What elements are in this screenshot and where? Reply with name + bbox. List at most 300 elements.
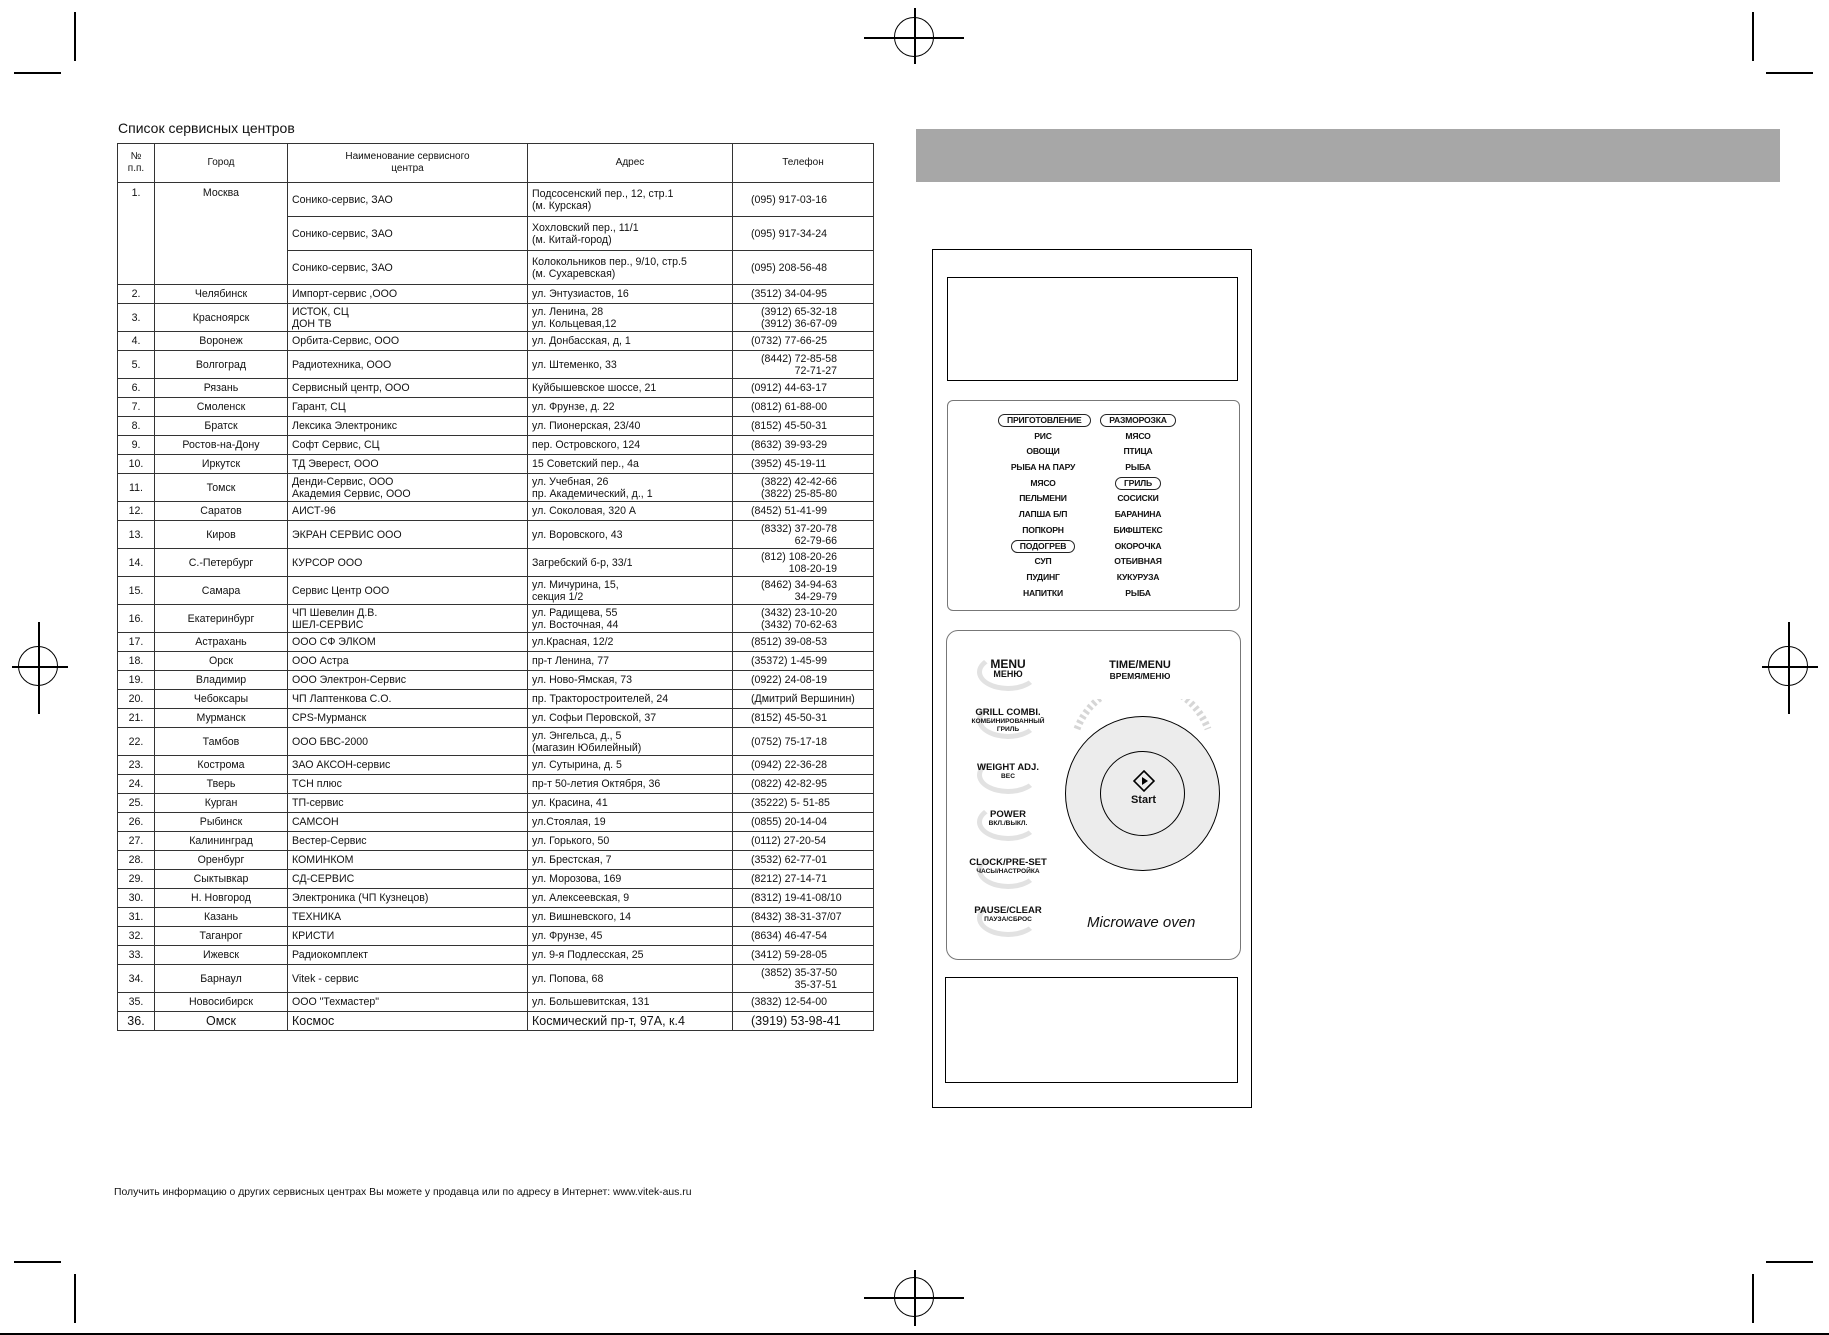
column-header-address: Адрес [528,144,733,183]
table-row [118,946,874,965]
info-window [945,977,1238,1083]
time-menu-label [1075,659,1205,681]
address-cell: ул. Штеменко, 33 [528,351,733,379]
row-number: 5. [118,351,155,379]
table-row [118,332,874,351]
city-cell: Таганрог [155,927,288,946]
menu-item [998,476,1088,492]
menu-item-label: НАПИТКИ [1023,587,1063,598]
menu-list-left [998,413,1088,601]
phone-cell: (8442) 72-85-58 72-71-27 [733,351,874,379]
table-row [118,927,874,946]
row-number: 6. [118,379,155,398]
menu-item-label: ПРИГОТОВЛЕНИЕ [998,414,1091,427]
phone-cell: (8634) 46-47-54 [733,927,874,946]
phone-cell: (3852) 35-37-50 35-37-51 [733,965,874,993]
menu-category-header [998,539,1088,555]
row-number: 28. [118,851,155,870]
column-header-phone: Телефон [733,144,874,183]
menu-item [998,586,1088,602]
row-number: 36. [118,1012,155,1031]
table-row [118,285,874,304]
menu-item-label: ЛАПША Б/П [1018,509,1068,520]
phone-cell: (3412) 59-28-05 [733,946,874,965]
menu-button-label: MENU [990,657,1026,671]
footer-note: Получить информацию о других сервисных центрах Вы можете у продавца или по адресу в Интернет: www.vitek-aus.ru [114,1187,692,1198]
address-cell: ул. Фрунзе, д. 22 [528,398,733,417]
city-cell: Оренбург [155,851,288,870]
table-row [118,304,874,332]
table-row [118,398,874,417]
phone-cell: (0912) 44-63-17 [733,379,874,398]
grill-combi-label: GRILL COMBI. [975,707,1041,718]
menu-item-label: РЫБА [1125,587,1151,598]
phone-cell: (Дмитрий Вершинин) [733,690,874,709]
crop-mark [14,72,61,74]
row-number: 14. [118,549,155,577]
row-number: 29. [118,870,155,889]
menu-item [1093,460,1183,476]
address-cell: ул. Софьи Перовской, 37 [528,709,733,728]
menu-item-label: РЫБА [1125,462,1151,473]
menu-item-label: БИФШТЕКС [1113,524,1163,535]
phone-cell: (8152) 45-50-31 [733,709,874,728]
service-centers-table [117,143,874,1031]
name-cell: CPS-Мурманск [288,709,528,728]
address-cell: ул. Учебная, 26 пр. Академический, д., 1 [528,474,733,502]
table-row [118,455,874,474]
menu-item [998,554,1088,570]
menu-item [1093,429,1183,445]
city-cell: Саратов [155,502,288,521]
phone-cell: (3832) 12-54-00 [733,993,874,1012]
power-label: POWER [990,809,1026,820]
name-cell: Софт Сервис, СЦ [288,436,528,455]
phone-cell: (8312) 19-41-08/10 [733,889,874,908]
menu-item [1093,554,1183,570]
table-row [118,633,874,652]
power-sublabel: ВКЛ./ВЫКЛ. [988,820,1028,827]
name-cell: ЭКРАН СЕРВИС ООО [288,521,528,549]
address-cell: ул. Соколовая, 320 А [528,502,733,521]
phone-cell: (3822) 42-42-66 (3822) 25-85-80 [733,474,874,502]
name-cell: ЧП Шевелин Д.В. ШЕЛ-СЕРВИС [288,605,528,633]
city-cell: Чебоксары [155,690,288,709]
table-row [118,183,874,217]
city-cell: Киров [155,521,288,549]
name-cell: КОМИНКОМ [288,851,528,870]
address-cell: ул.Красная, 12/2 [528,633,733,652]
address-cell: Колокольников пер., 9/10, стр.5 (м. Сухаревская) [528,251,733,285]
city-cell: С.-Петербург [155,549,288,577]
table-header-row [118,144,874,183]
name-cell: ЧП Лаптенкова С.О. [288,690,528,709]
menu-button-sublabel: МЕНЮ [993,669,1023,679]
weight-adj-label: WEIGHT ADJ. [977,762,1039,773]
table-row [118,775,874,794]
menu-item-label: ГРИЛЬ [1115,477,1161,490]
city-cell: Орск [155,652,288,671]
menu-item [1093,539,1183,555]
row-number: 22. [118,728,155,756]
city-cell: Курган [155,794,288,813]
crop-mark [1752,1274,1754,1323]
row-number: 4. [118,332,155,351]
column-header-name: Наименование сервисного центра [288,144,528,183]
name-cell: Vitek - сервис [288,965,528,993]
phone-cell: (0855) 20-14-04 [733,813,874,832]
name-cell: ТЕХНИКА [288,908,528,927]
menu-item-label: МЯСО [1125,430,1151,441]
city-cell: Барнаул [155,965,288,993]
address-cell: ул. Вишневского, 14 [528,908,733,927]
menu-item [998,444,1088,460]
row-number: 20. [118,690,155,709]
name-cell: КРИСТИ [288,927,528,946]
pause-clear-label: PAUSE/CLEAR [974,905,1042,916]
address-cell: 15 Советский пер., 4а [528,455,733,474]
pause-clear-button[interactable] [963,905,1053,924]
name-cell: ООО СФ ЭЛКОМ [288,633,528,652]
name-cell: Денди-Сервис, ООО Академия Сервис, ООО [288,474,528,502]
address-cell: ул. Мичурина, 15, секция 1/2 [528,577,733,605]
address-cell: пер. Островского, 124 [528,436,733,455]
weight-adj-sublabel: ВЕС [1001,773,1015,780]
menu-item [998,507,1088,523]
row-number: 32. [118,927,155,946]
name-cell: СД-СЕРВИС [288,870,528,889]
row-number: 33. [118,946,155,965]
city-cell: Новосибирск [155,993,288,1012]
clock-preset-button[interactable] [963,857,1053,876]
start-button[interactable] [1100,751,1185,836]
menu-item-label: ПОПКОРН [1022,524,1064,535]
address-cell: ул. Ново-Ямская, 73 [528,671,733,690]
clock-preset-label: CLOCK/PRE-SET [969,857,1047,868]
row-number: 34. [118,965,155,993]
menu-item-label: ПТИЦА [1123,446,1153,457]
name-cell: КУРСОР ООО [288,549,528,577]
row-number: 2. [118,285,155,304]
phone-cell: (812) 108-20-26 108-20-19 [733,549,874,577]
city-cell: Ростов-на-Дону [155,436,288,455]
city-cell: Волгоград [155,351,288,379]
city-cell: Братск [155,417,288,436]
name-cell: Орбита-Сервис, ООО [288,332,528,351]
address-cell: Загребский б-р, 33/1 [528,549,733,577]
name-cell: ИСТОК, СЦ ДОН ТВ [288,304,528,332]
name-cell: Космос [288,1012,528,1031]
phone-cell: (3512) 34-04-95 [733,285,874,304]
power-button[interactable] [963,809,1053,828]
menu-item-label: СОСИСКИ [1117,493,1159,504]
row-number: 24. [118,775,155,794]
city-cell: Мурманск [155,709,288,728]
weight-adj-button[interactable] [963,762,1053,781]
address-cell: ул. Фрунзе, 45 [528,927,733,946]
menu-item-label: ПЕЛЬМЕНИ [1019,493,1067,504]
address-cell: ул. 9-я Подлесская, 25 [528,946,733,965]
row-number: 25. [118,794,155,813]
table-row [118,832,874,851]
table-row [118,652,874,671]
menu-item [1093,586,1183,602]
city-cell: Рязань [155,379,288,398]
menu-item-label: ПОДОГРЕВ [1011,540,1076,553]
address-cell: ул. Воровского, 43 [528,521,733,549]
phone-cell: (35372) 1-45-99 [733,652,874,671]
name-cell: Импорт-сервис ,ООО [288,285,528,304]
address-cell: ул. Сутырина, д. 5 [528,756,733,775]
name-cell: ТД Эверест, ООО [288,455,528,474]
address-cell: пр. Тракторостроителей, 24 [528,690,733,709]
city-cell: Смоленск [155,398,288,417]
address-cell: ул. Энгельса, д., 5 (магазин Юбилейный) [528,728,733,756]
name-cell: Радиотехника, ООО [288,351,528,379]
phone-cell: (3919) 53-98-41 [733,1012,874,1031]
crop-mark [0,1333,1829,1335]
crop-mark [1766,1261,1813,1263]
row-number: 1. [118,183,155,285]
address-cell: ул. Большевитская, 131 [528,993,733,1012]
menu-item-label: МЯСО [1030,477,1056,488]
phone-cell: (8212) 27-14-71 [733,870,874,889]
table-row [118,756,874,775]
menu-item [998,460,1088,476]
name-cell: Сонико-сервис, ЗАО [288,217,528,251]
menu-category-header [1093,476,1183,492]
table-row [118,690,874,709]
city-cell: Воронеж [155,332,288,351]
address-cell: ул. Красина, 41 [528,794,733,813]
menu-item [1093,444,1183,460]
address-cell: ул.Стоялая, 19 [528,813,733,832]
crop-mark [74,12,76,61]
brand-label: Microwave oven [1087,914,1196,931]
time-menu-title: TIME/MENU [1109,659,1171,671]
table-row [118,908,874,927]
city-cell: Владимир [155,671,288,690]
phone-cell: (0812) 61-88-00 [733,398,874,417]
row-number: 12. [118,502,155,521]
table-row [118,794,874,813]
table-row [118,728,874,756]
name-cell: ТП-сервис [288,794,528,813]
row-number: 10. [118,455,155,474]
table-row [118,851,874,870]
table-row [118,417,874,436]
city-cell: Томск [155,474,288,502]
city-cell: Москва [155,183,288,285]
menu-item-label: РИС [1034,430,1052,441]
city-cell: Калининград [155,832,288,851]
crop-mark [1752,12,1754,61]
phone-cell: (0942) 22-36-28 [733,756,874,775]
phone-cell: (3532) 62-77-01 [733,851,874,870]
phone-cell: (095) 208-56-48 [733,251,874,285]
phone-cell: (095) 917-34-24 [733,217,874,251]
address-cell: ул. Донбасская, д, 1 [528,332,733,351]
pause-clear-sublabel: ПАУЗА/СБРОС [984,916,1032,923]
menu-item [998,491,1088,507]
table-row [118,577,874,605]
phone-cell: (8462) 34-94-63 34-29-79 [733,577,874,605]
row-number: 7. [118,398,155,417]
grill-combi-button[interactable] [963,707,1053,734]
row-number: 15. [118,577,155,605]
row-number: 9. [118,436,155,455]
name-cell: Сервис Центр ООО [288,577,528,605]
address-cell: ул. Брестская, 7 [528,851,733,870]
phone-cell: (0752) 75-17-18 [733,728,874,756]
phone-cell: (3952) 45-19-11 [733,455,874,474]
clock-preset-sublabel: ЧАСЫ/НАСТРОЙКА [976,868,1040,875]
city-cell: Казань [155,908,288,927]
name-cell: Сервисный центр, ООО [288,379,528,398]
row-number: 30. [118,889,155,908]
city-cell: Сыктывкар [155,870,288,889]
time-menu-dial[interactable] [1065,716,1220,871]
menu-item-label: ОВОЩИ [1026,446,1060,457]
city-cell: Омск [155,1012,288,1031]
menu-category-header [1093,413,1183,429]
menu-item-label: ОТБИВНАЯ [1114,556,1162,567]
row-number: 11. [118,474,155,502]
city-cell: Тамбов [155,728,288,756]
phone-cell: (8332) 37-20-78 62-79-66 [733,521,874,549]
table-row [118,671,874,690]
phone-cell: (8452) 51-41-99 [733,502,874,521]
address-cell: пр-т Ленина, 77 [528,652,733,671]
menu-item [1093,491,1183,507]
control-panel [932,249,1252,1108]
menu-item [998,570,1088,586]
address-cell: ул. Попова, 68 [528,965,733,993]
button-panel [946,630,1241,960]
table-row [118,993,874,1012]
display-window [947,277,1238,381]
name-cell: ТСН плюс [288,775,528,794]
crop-mark [14,1261,61,1263]
phone-cell: (35222) 5- 51-85 [733,794,874,813]
phone-cell: (0732) 77-66-25 [733,332,874,351]
city-cell: Тверь [155,775,288,794]
row-number: 16. [118,605,155,633]
table-row [118,813,874,832]
crop-mark [1766,72,1813,74]
table-row [118,521,874,549]
phone-cell: (0822) 42-82-95 [733,775,874,794]
menu-item-label: БАРАНИНА [1114,509,1162,520]
table-row [118,379,874,398]
start-diamond-icon [1133,770,1155,792]
row-number: 13. [118,521,155,549]
menu-item-label: ОКОРОЧКА [1114,540,1162,551]
menu-button[interactable] [963,659,1053,678]
table-row [118,474,874,502]
city-cell: Иркутск [155,455,288,474]
menu-item [1093,523,1183,539]
city-cell: Н. Новгород [155,889,288,908]
name-cell: Гарант, СЦ [288,398,528,417]
menu-item [998,429,1088,445]
city-cell: Самара [155,577,288,605]
phone-cell: (8512) 39-08-53 [733,633,874,652]
city-cell: Астрахань [155,633,288,652]
address-cell: ул. Энтузиастов, 16 [528,285,733,304]
time-menu-subtitle: ВРЕМЯ/МЕНЮ [1109,671,1171,681]
menu-list-right [1093,413,1183,601]
address-cell: ул. Пионерская, 23/40 [528,417,733,436]
table-row [118,605,874,633]
page-title: Список сервисных центров [118,120,295,136]
column-header-city: Город [155,144,288,183]
name-cell: САМСОН [288,813,528,832]
table-row [118,965,874,993]
row-number: 26. [118,813,155,832]
column-header-number: № п.п. [118,144,155,183]
phone-cell: (3912) 65-32-18 (3912) 36-67-09 [733,304,874,332]
name-cell: ЗАО АКСОН-сервис [288,756,528,775]
address-cell: пр-т 50-летия Октября, 36 [528,775,733,794]
name-cell: АИСТ-96 [288,502,528,521]
row-number: 27. [118,832,155,851]
name-cell: Лексика Электроникс [288,417,528,436]
city-cell: Ижевск [155,946,288,965]
grill-combi-sublabel: КОМБИНИРОВАННЫЙ ГРИЛЬ [971,718,1045,733]
address-cell: Космический пр-т, 97А, к.4 [528,1012,733,1031]
menu-item [1093,507,1183,523]
city-cell: Екатеринбург [155,605,288,633]
table-body [118,183,874,1031]
phone-cell: (0112) 27-20-54 [733,832,874,851]
phone-cell: (095) 917-03-16 [733,183,874,217]
address-cell: ул. Горького, 50 [528,832,733,851]
row-number: 35. [118,993,155,1012]
name-cell: ООО БВС-2000 [288,728,528,756]
row-number: 8. [118,417,155,436]
phone-cell: (8632) 39-93-29 [733,436,874,455]
menu-item-label: РАЗМОРОЗКА [1100,414,1176,427]
table-row [118,351,874,379]
row-number: 17. [118,633,155,652]
table-row [118,549,874,577]
row-number: 18. [118,652,155,671]
city-cell: Красноярск [155,304,288,332]
name-cell: Радиокомплект [288,946,528,965]
phone-cell: (3432) 23-10-20 (3432) 70-62-63 [733,605,874,633]
address-cell: ул. Алексеевская, 9 [528,889,733,908]
address-cell: Подсосенский пер., 12, стр.1 (м. Курская) [528,183,733,217]
table-row [118,870,874,889]
row-number: 19. [118,671,155,690]
menu-item-label: КУКУРУЗА [1116,571,1160,582]
table-row [118,709,874,728]
name-cell: Сонико-сервис, ЗАО [288,183,528,217]
address-cell: ул. Морозова, 169 [528,870,733,889]
header-bar [916,129,1780,182]
crop-mark [74,1274,76,1323]
name-cell: Электроника (ЧП Кузнецов) [288,889,528,908]
menu-item [1093,570,1183,586]
address-cell: ул. Радищева, 55 ул. Восточная, 44 [528,605,733,633]
table-row [118,1012,874,1031]
start-label: Start [1130,794,1157,806]
phone-cell: (0922) 24-08-19 [733,671,874,690]
city-cell: Рыбинск [155,813,288,832]
name-cell: ООО Астра [288,652,528,671]
menu-item-label: ПУДИНГ [1026,571,1060,582]
